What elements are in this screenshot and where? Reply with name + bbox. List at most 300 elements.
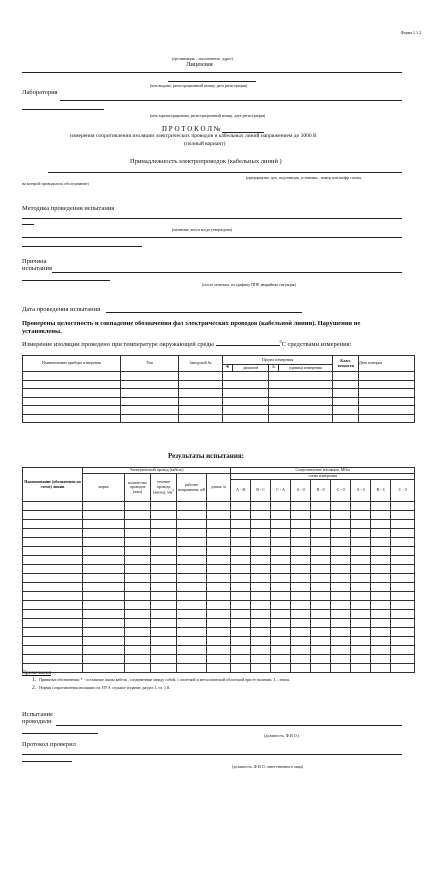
result-cell[interactable] — [391, 547, 415, 556]
result-cell[interactable] — [331, 583, 351, 592]
instrument-cell[interactable] — [223, 406, 269, 415]
result-cell[interactable] — [271, 646, 291, 655]
result-cell[interactable] — [151, 655, 177, 664]
result-cell[interactable] — [291, 610, 311, 619]
result-cell[interactable] — [271, 529, 291, 538]
result-cell[interactable] — [231, 511, 251, 520]
instrument-cell[interactable] — [23, 397, 121, 406]
result-cell[interactable] — [351, 646, 371, 655]
result-cell[interactable] — [351, 556, 371, 565]
result-cell[interactable] — [151, 538, 177, 547]
result-cell[interactable] — [391, 655, 415, 664]
result-cell[interactable] — [351, 664, 371, 673]
result-cell[interactable] — [207, 664, 231, 673]
result-cell[interactable] — [331, 637, 351, 646]
instrument-cell[interactable] — [333, 414, 359, 423]
result-cell[interactable] — [351, 574, 371, 583]
result-cell[interactable] — [291, 529, 311, 538]
result-cell[interactable] — [371, 511, 391, 520]
result-cell[interactable] — [371, 619, 391, 628]
result-cell[interactable] — [231, 592, 251, 601]
result-cell[interactable] — [311, 583, 331, 592]
instrument-cell[interactable] — [23, 372, 121, 381]
result-cell[interactable] — [271, 637, 291, 646]
result-cell[interactable] — [331, 502, 351, 511]
result-cell[interactable] — [311, 592, 331, 601]
result-cell[interactable] — [23, 619, 83, 628]
result-cell[interactable] — [271, 538, 291, 547]
result-cell[interactable] — [311, 538, 331, 547]
result-cell[interactable] — [291, 583, 311, 592]
result-cell[interactable] — [177, 574, 207, 583]
result-cell[interactable] — [331, 520, 351, 529]
result-cell[interactable] — [207, 583, 231, 592]
result-cell[interactable] — [177, 556, 207, 565]
result-cell[interactable] — [251, 520, 271, 529]
result-cell[interactable] — [207, 547, 231, 556]
instrument-cell[interactable] — [269, 372, 333, 381]
result-cell[interactable] — [311, 574, 331, 583]
result-cell[interactable] — [151, 502, 177, 511]
instrument-cell[interactable] — [359, 372, 415, 381]
result-cell[interactable] — [83, 538, 125, 547]
result-cell[interactable] — [251, 538, 271, 547]
result-cell[interactable] — [331, 574, 351, 583]
result-cell[interactable] — [83, 637, 125, 646]
result-cell[interactable] — [271, 619, 291, 628]
result-cell[interactable] — [271, 664, 291, 673]
result-cell[interactable] — [311, 619, 331, 628]
result-cell[interactable] — [231, 619, 251, 628]
result-cell[interactable] — [83, 646, 125, 655]
result-cell[interactable] — [23, 511, 83, 520]
result-cell[interactable] — [231, 628, 251, 637]
result-cell[interactable] — [151, 610, 177, 619]
result-cell[interactable] — [151, 646, 177, 655]
result-cell[interactable] — [311, 664, 331, 673]
instrument-cell[interactable] — [179, 414, 223, 423]
result-cell[interactable] — [391, 502, 415, 511]
result-cell[interactable] — [331, 610, 351, 619]
result-cell[interactable] — [177, 601, 207, 610]
result-cell[interactable] — [23, 655, 83, 664]
result-cell[interactable] — [311, 547, 331, 556]
result-cell[interactable] — [371, 601, 391, 610]
result-cell[interactable] — [371, 646, 391, 655]
result-cell[interactable] — [311, 529, 331, 538]
result-cell[interactable] — [351, 520, 371, 529]
result-cell[interactable] — [83, 610, 125, 619]
result-cell[interactable] — [151, 511, 177, 520]
result-cell[interactable] — [271, 655, 291, 664]
result-cell[interactable] — [331, 664, 351, 673]
result-cell[interactable] — [125, 664, 151, 673]
instrument-cell[interactable] — [333, 380, 359, 389]
result-cell[interactable] — [251, 511, 271, 520]
result-cell[interactable] — [271, 502, 291, 511]
result-cell[interactable] — [207, 619, 231, 628]
result-cell[interactable] — [177, 655, 207, 664]
result-cell[interactable] — [231, 565, 251, 574]
result-cell[interactable] — [291, 601, 311, 610]
result-cell[interactable] — [23, 583, 83, 592]
result-cell[interactable] — [251, 556, 271, 565]
result-cell[interactable] — [251, 529, 271, 538]
result-cell[interactable] — [271, 601, 291, 610]
result-cell[interactable] — [83, 556, 125, 565]
result-cell[interactable] — [271, 511, 291, 520]
result-cell[interactable] — [351, 538, 371, 547]
result-cell[interactable] — [351, 628, 371, 637]
result-cell[interactable] — [177, 628, 207, 637]
result-cell[interactable] — [151, 565, 177, 574]
result-cell[interactable] — [391, 556, 415, 565]
result-cell[interactable] — [125, 574, 151, 583]
result-cell[interactable] — [177, 610, 207, 619]
result-cell[interactable] — [291, 511, 311, 520]
result-cell[interactable] — [271, 628, 291, 637]
result-cell[interactable] — [271, 556, 291, 565]
result-cell[interactable] — [391, 601, 415, 610]
instrument-cell[interactable] — [121, 414, 179, 423]
instrument-cell[interactable] — [223, 389, 269, 398]
result-cell[interactable] — [251, 574, 271, 583]
result-cell[interactable] — [125, 655, 151, 664]
result-cell[interactable] — [351, 529, 371, 538]
instrument-cell[interactable] — [179, 372, 223, 381]
instrument-cell[interactable] — [333, 397, 359, 406]
result-cell[interactable] — [251, 619, 271, 628]
instrument-cell[interactable] — [359, 406, 415, 415]
result-cell[interactable] — [371, 547, 391, 556]
result-cell[interactable] — [177, 646, 207, 655]
result-cell[interactable] — [23, 646, 83, 655]
instrument-cell[interactable] — [23, 406, 121, 415]
result-cell[interactable] — [177, 583, 207, 592]
result-cell[interactable] — [151, 520, 177, 529]
result-cell[interactable] — [331, 628, 351, 637]
result-cell[interactable] — [311, 565, 331, 574]
result-cell[interactable] — [251, 502, 271, 511]
result-cell[interactable] — [331, 511, 351, 520]
result-cell[interactable] — [311, 646, 331, 655]
result-cell[interactable] — [125, 601, 151, 610]
instrument-cell[interactable] — [333, 406, 359, 415]
result-cell[interactable] — [311, 610, 331, 619]
result-cell[interactable] — [351, 610, 371, 619]
result-cell[interactable] — [251, 637, 271, 646]
instrument-cell[interactable] — [121, 406, 179, 415]
result-cell[interactable] — [83, 529, 125, 538]
result-cell[interactable] — [207, 565, 231, 574]
result-cell[interactable] — [391, 574, 415, 583]
result-cell[interactable] — [231, 637, 251, 646]
result-cell[interactable] — [311, 637, 331, 646]
result-cell[interactable] — [23, 556, 83, 565]
result-cell[interactable] — [83, 511, 125, 520]
result-cell[interactable] — [371, 538, 391, 547]
result-cell[interactable] — [391, 529, 415, 538]
result-cell[interactable] — [271, 583, 291, 592]
result-cell[interactable] — [371, 529, 391, 538]
result-cell[interactable] — [207, 556, 231, 565]
result-cell[interactable] — [271, 520, 291, 529]
result-cell[interactable] — [251, 592, 271, 601]
result-cell[interactable] — [351, 655, 371, 664]
result-cell[interactable] — [391, 610, 415, 619]
result-cell[interactable] — [231, 646, 251, 655]
result-cell[interactable] — [391, 619, 415, 628]
result-cell[interactable] — [311, 511, 331, 520]
result-cell[interactable] — [231, 664, 251, 673]
result-cell[interactable] — [125, 628, 151, 637]
result-cell[interactable] — [125, 592, 151, 601]
result-cell[interactable] — [331, 547, 351, 556]
result-cell[interactable] — [207, 646, 231, 655]
result-cell[interactable] — [311, 520, 331, 529]
result-cell[interactable] — [351, 502, 371, 511]
result-cell[interactable] — [391, 637, 415, 646]
result-cell[interactable] — [125, 538, 151, 547]
result-cell[interactable] — [23, 637, 83, 646]
result-cell[interactable] — [371, 574, 391, 583]
result-cell[interactable] — [331, 646, 351, 655]
result-cell[interactable] — [207, 601, 231, 610]
instrument-cell[interactable] — [179, 389, 223, 398]
result-cell[interactable] — [291, 664, 311, 673]
result-cell[interactable] — [251, 565, 271, 574]
instrument-cell[interactable] — [223, 372, 269, 381]
result-cell[interactable] — [177, 565, 207, 574]
instrument-cell[interactable] — [333, 372, 359, 381]
result-cell[interactable] — [23, 628, 83, 637]
result-cell[interactable] — [83, 601, 125, 610]
result-cell[interactable] — [207, 538, 231, 547]
result-cell[interactable] — [271, 565, 291, 574]
result-cell[interactable] — [177, 502, 207, 511]
result-cell[interactable] — [177, 664, 207, 673]
result-cell[interactable] — [125, 619, 151, 628]
instrument-cell[interactable] — [359, 414, 415, 423]
result-cell[interactable] — [23, 529, 83, 538]
result-cell[interactable] — [251, 547, 271, 556]
result-cell[interactable] — [151, 601, 177, 610]
result-cell[interactable] — [23, 574, 83, 583]
result-cell[interactable] — [251, 664, 271, 673]
result-cell[interactable] — [351, 565, 371, 574]
result-cell[interactable] — [291, 565, 311, 574]
result-cell[interactable] — [391, 646, 415, 655]
result-cell[interactable] — [231, 538, 251, 547]
result-cell[interactable] — [125, 583, 151, 592]
result-cell[interactable] — [391, 583, 415, 592]
result-cell[interactable] — [351, 601, 371, 610]
result-cell[interactable] — [207, 574, 231, 583]
result-cell[interactable] — [391, 592, 415, 601]
result-cell[interactable] — [251, 583, 271, 592]
result-cell[interactable] — [291, 547, 311, 556]
result-cell[interactable] — [371, 520, 391, 529]
result-cell[interactable] — [83, 565, 125, 574]
result-cell[interactable] — [207, 610, 231, 619]
result-cell[interactable] — [151, 529, 177, 538]
result-cell[interactable] — [331, 556, 351, 565]
result-cell[interactable] — [177, 592, 207, 601]
result-cell[interactable] — [125, 502, 151, 511]
result-cell[interactable] — [151, 583, 177, 592]
result-cell[interactable] — [151, 619, 177, 628]
result-cell[interactable] — [291, 637, 311, 646]
result-cell[interactable] — [207, 637, 231, 646]
result-cell[interactable] — [371, 664, 391, 673]
result-cell[interactable] — [23, 592, 83, 601]
result-cell[interactable] — [371, 610, 391, 619]
result-cell[interactable] — [231, 502, 251, 511]
result-cell[interactable] — [291, 538, 311, 547]
instrument-cell[interactable] — [121, 389, 179, 398]
result-cell[interactable] — [83, 574, 125, 583]
result-cell[interactable] — [125, 556, 151, 565]
result-cell[interactable] — [251, 655, 271, 664]
result-cell[interactable] — [177, 619, 207, 628]
instrument-cell[interactable] — [223, 380, 269, 389]
result-cell[interactable] — [311, 556, 331, 565]
result-cell[interactable] — [291, 556, 311, 565]
result-cell[interactable] — [231, 655, 251, 664]
result-cell[interactable] — [291, 628, 311, 637]
result-cell[interactable] — [351, 619, 371, 628]
result-cell[interactable] — [391, 664, 415, 673]
result-cell[interactable] — [125, 646, 151, 655]
instrument-cell[interactable] — [121, 397, 179, 406]
result-cell[interactable] — [371, 655, 391, 664]
instrument-cell[interactable] — [121, 380, 179, 389]
instrument-cell[interactable] — [179, 397, 223, 406]
result-cell[interactable] — [311, 655, 331, 664]
result-cell[interactable] — [23, 538, 83, 547]
result-cell[interactable] — [251, 601, 271, 610]
result-cell[interactable] — [291, 592, 311, 601]
instrument-cell[interactable] — [179, 406, 223, 415]
result-cell[interactable] — [151, 547, 177, 556]
result-cell[interactable] — [83, 583, 125, 592]
result-cell[interactable] — [351, 547, 371, 556]
result-cell[interactable] — [177, 511, 207, 520]
result-cell[interactable] — [331, 565, 351, 574]
result-cell[interactable] — [271, 592, 291, 601]
result-cell[interactable] — [207, 655, 231, 664]
instrument-cell[interactable] — [223, 414, 269, 423]
instrument-cell[interactable] — [269, 380, 333, 389]
result-cell[interactable] — [207, 628, 231, 637]
result-cell[interactable] — [125, 547, 151, 556]
result-cell[interactable] — [23, 601, 83, 610]
result-cell[interactable] — [291, 655, 311, 664]
result-cell[interactable] — [291, 574, 311, 583]
result-cell[interactable] — [391, 538, 415, 547]
result-cell[interactable] — [151, 556, 177, 565]
instrument-cell[interactable] — [359, 380, 415, 389]
result-cell[interactable] — [371, 565, 391, 574]
result-cell[interactable] — [291, 520, 311, 529]
instrument-cell[interactable] — [333, 389, 359, 398]
result-cell[interactable] — [125, 529, 151, 538]
result-cell[interactable] — [207, 529, 231, 538]
result-cell[interactable] — [331, 538, 351, 547]
result-cell[interactable] — [23, 547, 83, 556]
result-cell[interactable] — [231, 556, 251, 565]
result-cell[interactable] — [231, 610, 251, 619]
result-cell[interactable] — [177, 547, 207, 556]
result-cell[interactable] — [351, 511, 371, 520]
result-cell[interactable] — [391, 628, 415, 637]
result-cell[interactable] — [177, 520, 207, 529]
result-cell[interactable] — [371, 592, 391, 601]
result-cell[interactable] — [371, 556, 391, 565]
result-cell[interactable] — [231, 574, 251, 583]
result-cell[interactable] — [83, 628, 125, 637]
result-cell[interactable] — [391, 520, 415, 529]
result-cell[interactable] — [23, 565, 83, 574]
instrument-cell[interactable] — [121, 372, 179, 381]
result-cell[interactable] — [125, 637, 151, 646]
result-cell[interactable] — [125, 511, 151, 520]
result-cell[interactable] — [231, 583, 251, 592]
result-cell[interactable] — [351, 583, 371, 592]
result-cell[interactable] — [207, 511, 231, 520]
result-cell[interactable] — [23, 520, 83, 529]
result-cell[interactable] — [151, 637, 177, 646]
result-cell[interactable] — [125, 610, 151, 619]
result-cell[interactable] — [271, 574, 291, 583]
result-cell[interactable] — [231, 529, 251, 538]
result-cell[interactable] — [331, 655, 351, 664]
result-cell[interactable] — [23, 610, 83, 619]
instrument-cell[interactable] — [269, 414, 333, 423]
result-cell[interactable] — [231, 547, 251, 556]
result-cell[interactable] — [177, 637, 207, 646]
result-cell[interactable] — [177, 529, 207, 538]
result-cell[interactable] — [331, 601, 351, 610]
result-cell[interactable] — [83, 520, 125, 529]
result-cell[interactable] — [311, 502, 331, 511]
result-cell[interactable] — [331, 592, 351, 601]
instrument-cell[interactable] — [23, 389, 121, 398]
result-cell[interactable] — [291, 502, 311, 511]
instrument-cell[interactable] — [23, 414, 121, 423]
result-cell[interactable] — [207, 592, 231, 601]
result-cell[interactable] — [83, 619, 125, 628]
result-cell[interactable] — [83, 502, 125, 511]
instrument-cell[interactable] — [179, 380, 223, 389]
result-cell[interactable] — [151, 664, 177, 673]
result-cell[interactable] — [207, 520, 231, 529]
instrument-cell[interactable] — [359, 397, 415, 406]
result-cell[interactable] — [371, 637, 391, 646]
result-cell[interactable] — [291, 619, 311, 628]
result-cell[interactable] — [151, 628, 177, 637]
instrument-cell[interactable] — [269, 406, 333, 415]
result-cell[interactable] — [351, 637, 371, 646]
result-cell[interactable] — [371, 502, 391, 511]
result-cell[interactable] — [83, 547, 125, 556]
result-cell[interactable] — [23, 502, 83, 511]
result-cell[interactable] — [251, 628, 271, 637]
result-cell[interactable] — [151, 574, 177, 583]
result-cell[interactable] — [231, 601, 251, 610]
result-cell[interactable] — [151, 592, 177, 601]
result-cell[interactable] — [391, 565, 415, 574]
